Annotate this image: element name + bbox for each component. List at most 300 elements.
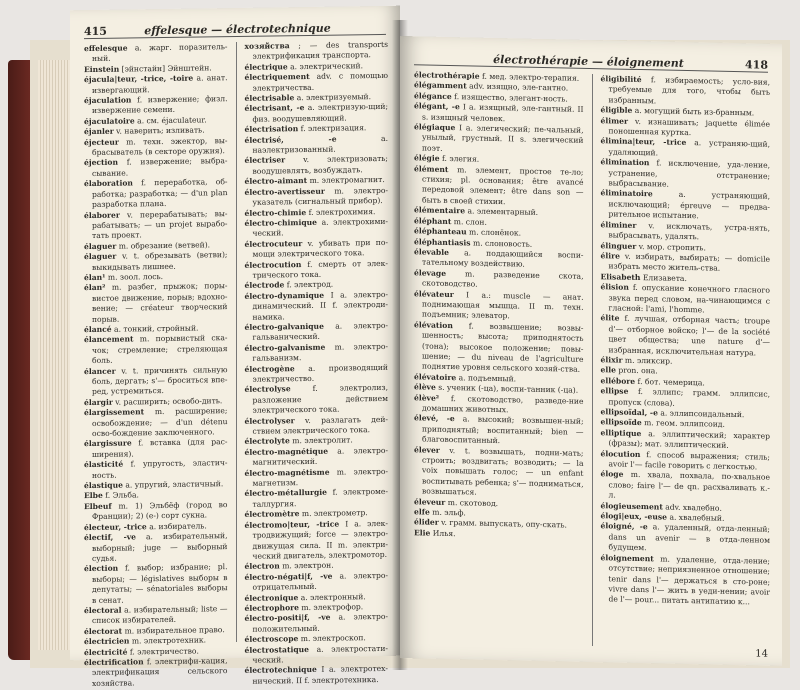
dictionary-entry xyxy=(244,133,389,157)
dictionary-entry xyxy=(600,521,771,557)
dictionary-entry xyxy=(84,604,228,627)
dictionary-entry xyxy=(414,320,584,375)
entry-definition: f. электроме-таллургия. xyxy=(252,487,388,509)
entry-definition: v. убивать при по-мощи электрического тока. xyxy=(252,237,388,259)
entry-headword: électrophore xyxy=(244,603,299,613)
dictionary-entry xyxy=(84,406,228,439)
entry-headword: élogieusement xyxy=(600,500,663,512)
column-divider xyxy=(592,74,593,646)
entry-headword: électrolyser xyxy=(244,415,295,426)
entry-headword: élastique xyxy=(84,480,123,491)
entry-headword: électro-galvanique xyxy=(244,321,324,332)
dictionary-entry xyxy=(84,177,228,210)
entry-headword: électriquement xyxy=(244,72,310,83)
entry-headword: élégant, -e xyxy=(414,101,460,112)
entry-headword: élevable xyxy=(414,247,449,257)
dictionary-entry xyxy=(244,445,389,469)
entry-headword: ellébore xyxy=(600,375,636,386)
entry-headword: élixir xyxy=(600,355,623,365)
entry-definition: v. избирать, выбирать; — domicile избрать место житель-ства. xyxy=(608,251,770,274)
entry-headword: élancement xyxy=(84,334,134,345)
entry-definition: m. зоол. лось. xyxy=(105,271,164,282)
entry-definition: a. избирательный; liste — список избирателей. xyxy=(92,604,228,626)
entry-definition: m. электрофор. xyxy=(298,602,364,613)
dictionary-entry xyxy=(244,570,389,594)
entry-definition: v. исключать, устра-нять, выбрасывать, удалять. xyxy=(608,220,770,242)
entry-headword: élaboration xyxy=(84,178,133,189)
entry-headword: élaguer xyxy=(84,241,117,251)
dictionary-entry xyxy=(600,157,771,193)
dictionary-entry xyxy=(244,643,389,666)
dictionary-entry xyxy=(244,289,389,323)
dictionary-entry xyxy=(600,469,771,505)
entry-headword: électrisé, -e xyxy=(244,134,337,145)
dictionary-entry xyxy=(244,154,389,177)
dictionary-entry xyxy=(244,612,389,635)
dictionary-entry xyxy=(244,362,389,385)
entry-headword: élimination xyxy=(600,157,650,168)
entry-definition: f. исключение, уда-ление, устранение, отстранение; выбрасывание. xyxy=(608,158,770,189)
entry-headword: électrostatique xyxy=(244,644,310,655)
entry-headword: éloge xyxy=(600,469,624,480)
entry-headword: électro-positi|f, -ve xyxy=(244,613,331,624)
entry-definition: f. вставка (для рас-ширения). xyxy=(92,437,228,459)
entry-definition: a. тонкий, стройный. xyxy=(111,323,199,334)
dictionary-entry xyxy=(414,413,584,449)
entry-definition: m. электротехник. xyxy=(129,635,207,646)
entry-definition: I a. элегический; пе-чальный, унылый, грустный. II s. элегический поэт. xyxy=(422,123,584,153)
entry-definition: a. производящий электричество. xyxy=(252,362,388,384)
entry-definition: adv. хвалебно. xyxy=(662,502,722,513)
entry-definition: m. электроскоп. xyxy=(298,633,366,644)
dictionary-entry xyxy=(244,39,389,63)
entry-headword: élevé, -e xyxy=(414,413,455,424)
entry-definition: m. электро-гальванизм. xyxy=(252,341,388,363)
entry-headword: électrification xyxy=(84,657,144,668)
entry-definition: a. подъемный. xyxy=(456,372,517,384)
entry-headword: elfe xyxy=(414,507,430,517)
entry-definition: f. электризация. xyxy=(298,123,367,134)
entry-headword: éjecteur xyxy=(84,137,119,147)
entry-definition: f. смерть от элек-трического тока. xyxy=(252,258,388,280)
left-page xyxy=(70,6,400,688)
entry-definition: a. поддающийся воспи-тательному воздействию. xyxy=(422,247,584,269)
left-page-number: 415 xyxy=(84,24,107,39)
dictionary-entry xyxy=(244,71,389,94)
dictionary-entry xyxy=(414,122,584,157)
right-page-header xyxy=(414,46,768,72)
entry-headword: élasticité xyxy=(84,459,124,470)
entry-headword: élévateur xyxy=(414,288,454,299)
entry-definition: m. электро-указатель (сигнальный прибор). xyxy=(252,185,388,207)
dictionary-entry xyxy=(84,281,228,325)
entry-headword: effelesque xyxy=(84,43,128,54)
entry-headword: électro-négati|f, -ve xyxy=(244,571,333,582)
entry-definition: m. эликсир. xyxy=(622,355,673,366)
entry-definition: I a. изящный, эле-гантный. II s. изящный человек. xyxy=(422,102,584,123)
dictionary-entry xyxy=(244,258,389,281)
entry-headword: élaguer xyxy=(84,251,117,262)
entry-definition: m. порывистый ска-чок; стремление; стреляющая боль. xyxy=(92,333,228,366)
entry-definition: a. электро-положительный. xyxy=(252,612,388,634)
entry-definition: Илья. xyxy=(430,528,456,539)
dictionary-entry xyxy=(244,466,389,490)
entry-definition: a. устраняющий, исключающий; épreuve — предва-рительное испытание. xyxy=(608,189,770,221)
entry-headword: électrisable xyxy=(244,93,295,103)
dictionary-entry xyxy=(244,487,389,510)
entry-definition: m. избирательное право. xyxy=(122,624,225,636)
entry-definition: a. высокий; возвышен-ный; приподнятый; воспитанный; bien — благовоспитанный. xyxy=(422,414,584,446)
entry-definition: f. Эльба. xyxy=(102,490,139,501)
entry-headword: ellipsoïde xyxy=(600,417,642,428)
entry-headword: électrolyte xyxy=(244,436,290,447)
entry-definition: a. наэлектризованный. xyxy=(252,133,388,155)
dictionary-entry xyxy=(244,237,389,261)
dictionary-entry xyxy=(84,73,228,96)
entry-headword: électro-métallurgie xyxy=(244,488,328,499)
entry-definition: a. удаленный, отда-ленный; dans un avenir — в отда-ленном будущем. xyxy=(608,522,770,553)
entry-definition: v. изнашивать; jaquette élimée поношенная куртка. xyxy=(608,116,770,138)
entry-definition: a. электризуемый. xyxy=(294,92,372,103)
dictionary-entry xyxy=(244,414,389,437)
entry-definition: a. жарг. поразитель-ный. xyxy=(92,42,228,64)
entry-headword: électron xyxy=(244,561,280,572)
entry-definition: f. скотоводство, разведе-ние домашних животных. xyxy=(422,393,584,415)
entry-headword: élider xyxy=(414,517,439,528)
entry-headword: élancer xyxy=(84,366,116,376)
entry-headword: Elbe xyxy=(84,491,103,501)
entry-definition: v. t. причинять сильную боль, дергать; s'— броситься впе-ред, устремиться. xyxy=(92,364,228,397)
entry-headword: élégamment xyxy=(414,80,467,91)
dictionary-entry xyxy=(244,102,389,125)
right-page-column-1 xyxy=(414,70,584,646)
entry-definition: m. удаление, отда-ление; отсутствие; неприязненное отношение; tenir dans l'— держаться в сто-роне; vivre dans l'— жить в уеди-нении; avoir de l'— pour... питать антипатию к... xyxy=(608,554,770,607)
left-page-column-1 xyxy=(84,42,228,688)
entry-headword: éjanler xyxy=(84,126,114,137)
left-page-header xyxy=(84,16,386,39)
entry-definition: a. избиратель. xyxy=(146,521,207,531)
dictionary-entry xyxy=(244,341,389,365)
entry-definition: f. электричество. xyxy=(127,646,199,657)
entry-headword: éjection xyxy=(84,158,119,168)
entry-definition: m. электрометр. xyxy=(299,508,368,519)
entry-definition: f. бот. чемерица. xyxy=(635,376,705,388)
entry-headword: électriser xyxy=(244,155,286,166)
entry-headword: élémentaire xyxy=(414,205,466,216)
entry-headword: élaborer xyxy=(84,210,120,220)
entry-headword: élévatoire xyxy=(414,372,457,382)
entry-definition: v. разлагать дей-ствием электрического тока. xyxy=(252,414,388,436)
entry-headword: électrocuteur xyxy=(244,238,303,249)
entry-definition: v. электризовать; воодушевлять, возбуждать. xyxy=(252,154,388,176)
entry-definition: a. устраняю-щий, удаляющий. xyxy=(608,138,770,158)
entry-definition: m. электролит. xyxy=(289,435,353,446)
entry-headword: éligible xyxy=(600,105,633,116)
entry-headword: elle xyxy=(600,365,616,375)
entry-headword: élection xyxy=(84,563,119,574)
entry-headword: Elbeuf xyxy=(84,501,112,511)
entry-definition: f. извержение; выбра-сывание. xyxy=(92,156,228,178)
entry-definition: f. электролиз, разложение действием электрического тока. xyxy=(252,383,388,415)
entry-definition: m. слон. xyxy=(451,216,487,227)
dictionary-entry xyxy=(84,250,228,273)
entry-headword: éliminer xyxy=(600,219,637,230)
dictionary-entry xyxy=(244,518,389,563)
entry-definition: m. слонёнок. xyxy=(466,227,522,238)
entry-definition: v. наверить; изливать. xyxy=(113,125,205,136)
entry-headword: électro-magnétisme xyxy=(244,467,330,478)
entry-headword: électricien xyxy=(84,636,130,647)
entry-definition: a. электро-отрицательный. xyxy=(252,570,388,592)
dictionary-entry xyxy=(84,364,228,398)
left-page-column-2 xyxy=(244,39,389,686)
entry-definition: a. избирательный, выборный; juge — выборный судья. xyxy=(92,531,228,563)
entry-headword: électro-dynamique xyxy=(244,290,325,301)
signature-mark: 14 xyxy=(755,647,768,660)
entry-headword: éjaculatoire xyxy=(84,116,135,126)
entry-headword: électronique xyxy=(244,592,299,603)
entry-definition: pron. она. xyxy=(615,365,658,376)
entry-definition: f. избираемость; усло-вия, требуемые для того, чтобы быть избранным. xyxy=(608,75,770,106)
entry-definition: a. эллипсоидальный. xyxy=(657,408,745,420)
dictionary-entry xyxy=(244,664,389,687)
dictionary-entry xyxy=(84,156,228,180)
entry-headword: elliptique xyxy=(600,428,642,438)
entry-headword: électro-chimie xyxy=(244,207,307,218)
entry-headword: électeur, -trice xyxy=(84,521,147,532)
entry-definition: v. перерабатывать; вы-рабатывать; — un projet вырабо-тать проект. xyxy=(92,208,228,241)
entry-headword: хозяйства xyxy=(244,41,290,51)
entry-definition: m. обрезание (ветвей). xyxy=(116,240,211,251)
entry-definition: m. техн. эжектор, вы-брасыватель (в секторе оружия). xyxy=(92,135,228,158)
entry-definition: v. мор. стропить. xyxy=(636,241,706,252)
entry-definition: I a. электро-динамический. II f. электроди-намика. xyxy=(252,289,388,322)
entry-headword: Einstein xyxy=(84,64,120,74)
dictionary-entry xyxy=(84,208,228,242)
entry-definition: a. электро-гальванический. xyxy=(252,320,388,343)
entry-definition: a. электростати-ческий. xyxy=(252,643,388,665)
entry-headword: éloignement xyxy=(600,552,654,564)
entry-headword: éliminatoire xyxy=(600,188,653,199)
entry-headword: électrisation xyxy=(244,124,299,135)
entry-headword: élégie xyxy=(414,153,440,164)
entry-headword: électrolyse xyxy=(244,384,291,395)
dictionary-entry xyxy=(600,313,771,359)
entry-definition: m. слоновость. xyxy=(470,237,533,249)
entry-definition: f. электрод. xyxy=(284,279,334,290)
entry-definition: v. t. возвышать, подни-мать; строить; воздвигать; возводить; — la voix повышать голос; — un enfant воспитывать ребенка; s'— подниматься, возвышаться. xyxy=(422,445,584,497)
dictionary-entry xyxy=(84,499,228,523)
entry-headword: électro-aimant xyxy=(244,176,308,187)
entry-headword: Elie xyxy=(414,528,431,538)
entry-definition: a. электризую-щий; физ. воодушевляющий. xyxy=(252,102,388,124)
entry-definition: f. элегия. xyxy=(439,154,480,164)
entry-definition: I a.: muscle — анат. поднимающая мышца. II m. техн. подъемник; элеватор. xyxy=(422,289,584,321)
entry-headword: ellipsoïdal, -e xyxy=(600,407,658,418)
dictionary-entry xyxy=(244,320,389,344)
entry-definition: [эйнстайн] Эйнштейн. xyxy=(119,63,212,74)
entry-definition: m. хвала, похвала, по-хвальное слово; faire l'— de qn. расхваливать к.-л. xyxy=(608,470,770,500)
entry-headword: élargir xyxy=(84,397,113,407)
right-page-column-2 xyxy=(601,74,771,650)
entry-definition: f. возвышение; возвы-шенность; высота; приподнятость (тона); высокое положение; повы-шение; — du niveau de l'agriculture поднятие уровня сельского хозяй-ства. xyxy=(422,320,584,375)
entry-definition: f. эллипс; грамм. эллипсис, пропуск (слова). xyxy=(608,386,770,408)
entry-definition: m. эльф. xyxy=(429,507,466,518)
entry-definition: v. расширить; освобо-дить. xyxy=(112,395,223,407)
column-divider xyxy=(236,42,237,642)
entry-headword: élément xyxy=(414,163,449,174)
entry-definition: a. электрохими-ческий. xyxy=(252,216,388,239)
entry-headword: élan² xyxy=(84,283,106,293)
entry-headword: électrique xyxy=(244,62,288,72)
dictionary-entry xyxy=(414,444,584,500)
entry-headword: éloigné, -e xyxy=(600,521,648,532)
dictionary-entry xyxy=(244,216,389,240)
entry-definition: adv. с помощью электричества. xyxy=(252,71,388,93)
dictionary-entry xyxy=(84,562,228,606)
entry-headword: électricité xyxy=(84,647,128,657)
entry-definition: a. эллиптический; характер (фразы); мат. эллиптический. xyxy=(608,428,770,451)
entry-headword: éléphanteau xyxy=(414,226,467,237)
entry-headword: élevage xyxy=(414,268,447,278)
entry-headword: élévation xyxy=(414,320,453,330)
entry-definition: f. способ выражения; стиль; avoir l'— facile говорить с легкостью. xyxy=(608,449,770,472)
dictionary-entry xyxy=(244,383,389,416)
entry-definition: a. упругий, эластичный. xyxy=(122,479,224,490)
entry-definition: f. лучшая, отборная часть; troupe d'— отборное войско; l'— de la société цвет общества; une nature d'— избранная, исключительная натура. xyxy=(608,313,770,358)
dictionary-entry xyxy=(414,288,584,324)
entry-headword: élève² xyxy=(414,392,440,403)
entry-headword: électromètre xyxy=(244,509,300,520)
dictionary-entry xyxy=(84,42,228,65)
dictionary-entry xyxy=(84,656,228,689)
entry-definition: ; — des transports электрификация транспорта. xyxy=(252,39,388,62)
entry-headword: électrode xyxy=(244,280,285,291)
dictionary-entry xyxy=(244,185,389,209)
entry-headword: électif, -ve xyxy=(84,532,136,543)
entry-headword: élocution xyxy=(600,448,641,459)
entry-headword: élever xyxy=(414,444,440,455)
entry-headword: ellipse xyxy=(600,386,629,396)
entry-definition: a. см. éjaculateur. xyxy=(134,115,207,126)
entry-definition: f. упругость, эластич-ность. xyxy=(92,458,228,480)
dictionary-entry xyxy=(84,437,228,461)
entry-definition: a. элементарный. xyxy=(465,206,539,218)
entry-headword: électorat xyxy=(84,626,123,636)
entry-headword: élogi|eux, -euse xyxy=(600,511,668,522)
entry-headword: électroscope xyxy=(244,634,299,645)
dictionary-entry xyxy=(600,552,771,608)
entry-headword: élimina|teur, -trice xyxy=(600,136,687,148)
entry-definition: a. хвалебный. xyxy=(667,512,725,523)
entry-definition: m. электро-магнетизм. xyxy=(252,466,388,488)
entry-headword: élite xyxy=(600,313,620,323)
entry-definition: m. элемент, простое те-ло; стихия; pl. основания; être avancé передовой элемент; être dans son — быть в своей стихии. xyxy=(422,164,584,207)
entry-definition: adv. изящно, эле-гантно. xyxy=(466,81,569,93)
entry-headword: électrisant, -e xyxy=(244,103,305,114)
entry-headword: élision xyxy=(600,282,629,292)
entry-definition: a. могущий быть из-бранным. xyxy=(632,106,755,118)
entry-headword: élimer xyxy=(600,115,628,126)
dictionary-entry xyxy=(414,163,584,209)
entry-definition: m. разбег, прыжок; поры-вистое движение, порыв; вдохно-вение; — créateur творческий порыв. xyxy=(92,281,228,324)
entry-definition: f. выбор; избрание; pl. выборы; — législatives выборы в депутаты; — sénatoriales выборы в сенат. xyxy=(92,562,228,605)
entry-headword: électrogène xyxy=(244,363,295,374)
entry-headword: élinguer xyxy=(600,240,637,251)
entry-headword: électromo|teur, -trice xyxy=(244,519,340,530)
entry-definition: m. электромагнит. xyxy=(307,175,385,186)
left-running-head: effelesque — électrotechnique xyxy=(144,21,331,38)
entry-definition: f. извержение; физл. извержение семени. xyxy=(92,94,228,116)
entry-definition: m. геом. эллипсоид. xyxy=(641,418,725,430)
entry-headword: élève xyxy=(414,382,436,392)
dictionary-entry xyxy=(84,135,228,159)
entry-definition: a. анат. извергающий. xyxy=(92,73,228,95)
entry-headword: élégance xyxy=(414,91,452,101)
entry-definition: f. электрохимия. xyxy=(306,206,376,217)
dictionary-entry xyxy=(600,74,771,109)
entry-definition: v. t. обрезывать (ветви); выкидывать лишнее. xyxy=(92,250,228,272)
entry-headword: éleveur xyxy=(414,496,446,507)
entry-definition: m. скотовод. xyxy=(445,497,499,508)
entry-headword: éjacula|teur, -trice, -toire xyxy=(84,73,194,85)
entry-definition: f. электрифи-кация, электрификация сельского хозяйства. xyxy=(92,656,228,688)
entry-definition: Елизавета. xyxy=(640,272,687,283)
entry-headword: éligibilité xyxy=(600,74,642,85)
entry-headword: élancé xyxy=(84,324,112,335)
entry-definition: a. электрический. xyxy=(287,61,363,72)
entry-headword: électro-magnétique xyxy=(244,446,329,457)
entry-headword: électoral xyxy=(84,605,122,616)
entry-definition: f. опускание конечного гласного звука перед словом, на-чинающимся с гласной: l'ami, l'homme. xyxy=(608,282,770,315)
entry-definition: a. электронный. xyxy=(298,591,366,602)
entry-definition: f. изящество, элегант-ность. xyxy=(451,91,568,104)
entry-headword: élégiaque xyxy=(414,122,456,133)
entry-headword: électrotechnique xyxy=(244,665,317,676)
entry-definition: m. разведение скота, скотоводство. xyxy=(422,268,584,289)
entry-headword: élan¹ xyxy=(84,272,106,283)
entry-headword: élargissure xyxy=(84,438,132,449)
dictionary-entry xyxy=(600,282,771,317)
entry-definition: f. переработка, об-работка; разработка; — d'un plan разработка плана. xyxy=(92,177,228,210)
dictionary-entry xyxy=(84,531,228,564)
entry-headword: électrothérapie xyxy=(414,70,480,81)
entry-definition: s. ученик (-ца), воспи-танник (-ца). xyxy=(435,382,579,395)
dictionary-entry xyxy=(84,333,228,366)
entry-headword: éléphantiasis xyxy=(414,236,471,247)
entry-headword: élire xyxy=(600,251,620,261)
entry-definition: a. электро-магнитический. xyxy=(252,445,388,468)
dictionary-entry xyxy=(84,458,228,481)
dictionary-entry xyxy=(84,94,228,117)
entry-headword: électro-galvanisme xyxy=(244,342,326,353)
entry-definition: I a. электротех-нический. II f. электротехника. xyxy=(252,664,388,686)
right-page xyxy=(400,36,782,666)
dictionary-entry xyxy=(600,188,771,224)
entry-headword: électrocution xyxy=(244,259,302,270)
page-edges xyxy=(38,60,70,650)
entry-definition: m. 1) Эльбёф (город во Франции); 2) (е-) сорт сукна. xyxy=(92,499,228,522)
entry-headword: éjaculation xyxy=(84,95,132,106)
entry-definition: m. электрон. xyxy=(279,560,334,571)
entry-headword: électro-avertisseur xyxy=(244,186,325,197)
entry-headword: Elisabeth xyxy=(600,271,641,282)
entry-headword: électro-chimique xyxy=(244,217,318,228)
entry-definition: I a. элек-тродвижущий; force — электро-движущая сила. II m. электри-ческий двигатель, электромотор. xyxy=(252,518,388,561)
entry-definition: f. мед. электро-терапия. xyxy=(479,71,580,83)
entry-definition: m. расширение; освобождение; — d'un détenu осво-бождение заключенного. xyxy=(92,406,228,439)
right-page-number: 418 xyxy=(745,58,768,72)
